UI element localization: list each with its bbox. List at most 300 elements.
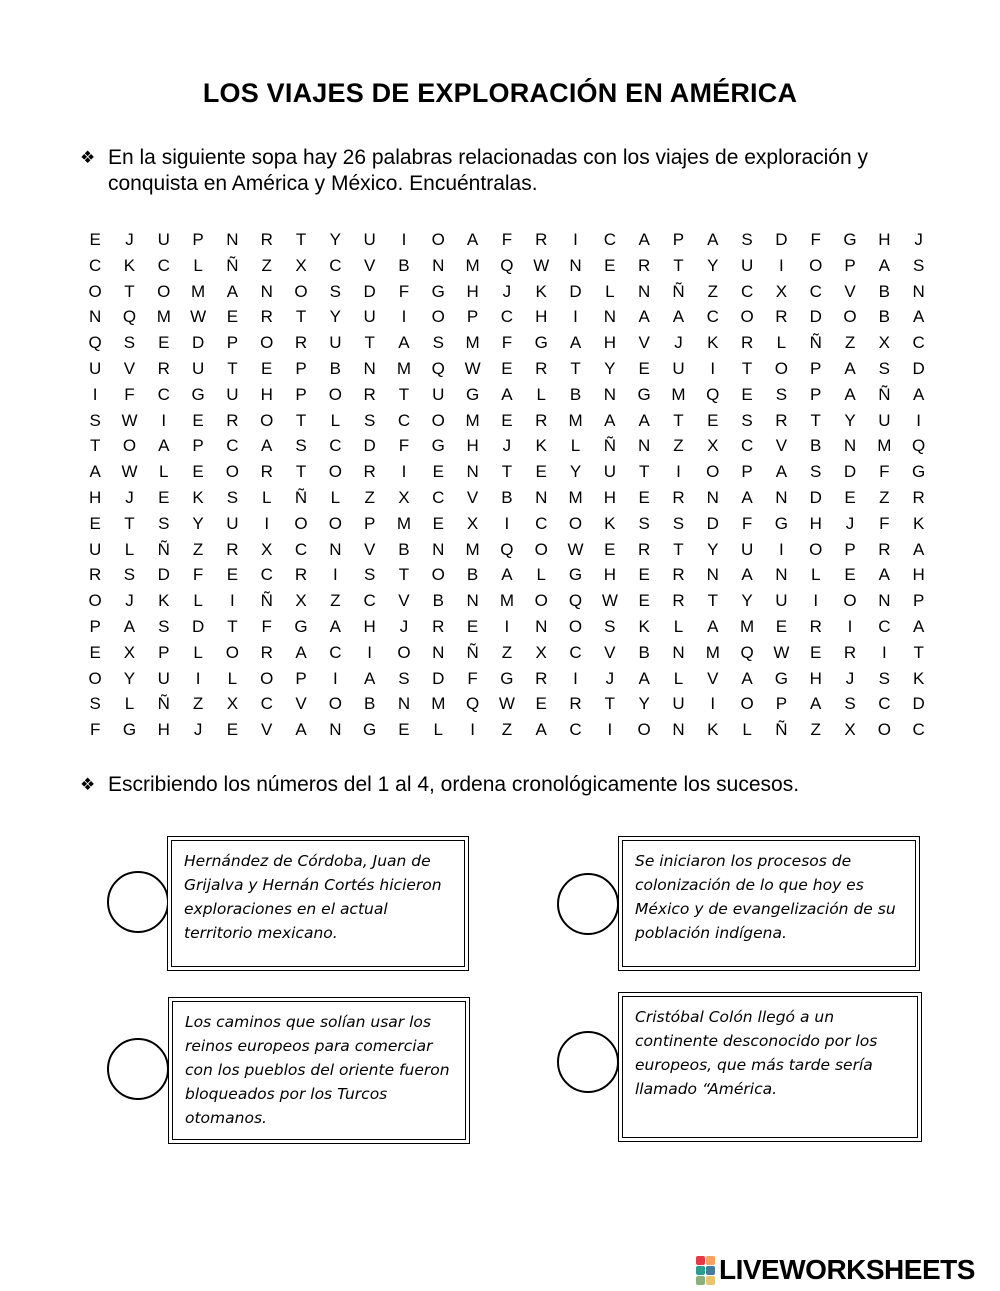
grid-letter[interactable]: K — [707, 720, 719, 740]
grid-letter[interactable]: Ñ — [226, 255, 239, 275]
grid-letter[interactable]: I — [401, 462, 407, 482]
grid-letter[interactable]: A — [741, 565, 753, 585]
grid-letter[interactable]: L — [742, 720, 752, 740]
grid-letter[interactable]: C — [569, 642, 582, 662]
grid-letter[interactable]: E — [261, 358, 273, 378]
grid-letter[interactable]: G — [191, 384, 205, 404]
grid-letter[interactable]: G — [534, 333, 548, 353]
grid-letter[interactable]: R — [260, 462, 273, 482]
grid-letter[interactable]: D — [363, 281, 376, 301]
grid-letter[interactable]: O — [843, 591, 857, 611]
grid-letter[interactable]: C — [740, 281, 754, 301]
grid-letter[interactable]: M — [431, 694, 446, 714]
grid-letter[interactable]: Z — [707, 281, 718, 301]
grid-letter[interactable]: D — [191, 616, 205, 636]
grid-letter[interactable]: D — [363, 436, 376, 456]
grid-letter[interactable]: O — [328, 384, 342, 404]
grid-letter[interactable]: Ñ — [157, 694, 170, 714]
grid-letter[interactable]: A — [363, 668, 376, 688]
grid-letter[interactable]: T — [364, 333, 375, 353]
grid-letter[interactable]: O — [431, 410, 445, 430]
grid-letter[interactable]: O — [534, 591, 548, 611]
grid-letter[interactable]: M — [396, 358, 412, 378]
grid-letter[interactable]: B — [466, 565, 479, 585]
grid-letter[interactable]: R — [912, 487, 925, 507]
grid-letter[interactable]: T — [501, 462, 513, 482]
grid-letter[interactable]: O — [774, 358, 789, 378]
grid-letter[interactable]: V — [466, 487, 479, 507]
grid-letter[interactable]: R — [569, 694, 582, 714]
grid-letter[interactable]: T — [741, 358, 753, 378]
grid-letter[interactable]: M — [191, 281, 206, 301]
grid-letter[interactable]: T — [227, 616, 238, 636]
grid-letter[interactable]: I — [573, 230, 578, 249]
grid-letter[interactable]: F — [467, 668, 478, 688]
grid-letter[interactable]: Y — [604, 358, 616, 378]
grid-letter[interactable]: V — [123, 358, 136, 378]
grid-letter[interactable]: E — [741, 384, 753, 404]
grid-letter[interactable]: N — [569, 255, 582, 275]
grid-letter[interactable]: S — [89, 410, 101, 430]
grid-letter[interactable]: V — [363, 255, 376, 275]
grid-letter[interactable]: L — [536, 384, 546, 404]
grid-letter[interactable]: R — [294, 333, 308, 353]
grid-letter[interactable]: O — [877, 720, 891, 740]
grid-letter[interactable]: R — [157, 358, 170, 378]
grid-letter[interactable]: G — [774, 513, 789, 533]
grid-letter[interactable]: P — [89, 616, 101, 636]
grid-letter[interactable]: E — [158, 487, 170, 507]
grid-letter[interactable]: O — [809, 539, 823, 559]
grid-letter[interactable]: R — [878, 539, 891, 559]
grid-letter[interactable]: Y — [123, 668, 136, 688]
grid-letter[interactable]: C — [329, 436, 342, 456]
grid-letter[interactable]: Y — [569, 462, 582, 482]
grid-letter[interactable]: Q — [706, 384, 720, 404]
grid-letter[interactable]: P — [295, 358, 307, 378]
grid-letter[interactable]: M — [465, 539, 480, 559]
grid-letter[interactable]: L — [673, 668, 684, 688]
grid-letter[interactable]: V — [775, 436, 788, 456]
grid-letter[interactable]: B — [569, 384, 582, 404]
grid-letter[interactable]: E — [89, 513, 101, 533]
grid-letter[interactable]: S — [89, 694, 101, 714]
grid-letter[interactable]: I — [847, 616, 853, 636]
grid-letter[interactable]: J — [914, 230, 923, 249]
grid-letter[interactable]: E — [535, 462, 547, 482]
grid-letter[interactable]: C — [397, 410, 411, 430]
grid-letter[interactable]: Ñ — [603, 436, 616, 456]
grid-letter[interactable]: W — [121, 462, 138, 482]
grid-letter[interactable]: H — [260, 384, 273, 404]
grid-letter[interactable]: O — [706, 462, 720, 482]
grid-letter[interactable]: T — [707, 591, 718, 611]
grid-letter[interactable]: A — [741, 668, 753, 688]
grid-letter[interactable]: U — [672, 694, 685, 714]
grid-letter[interactable]: I — [881, 642, 887, 662]
grid-letter[interactable]: I — [367, 642, 373, 662]
grid-letter[interactable]: M — [671, 384, 686, 404]
grid-letter[interactable]: U — [157, 668, 170, 688]
grid-letter[interactable]: S — [604, 616, 616, 636]
grid-letter[interactable]: C — [226, 436, 239, 456]
grid-letter[interactable]: S — [844, 694, 856, 714]
grid-letter[interactable]: I — [332, 668, 338, 688]
grid-letter[interactable]: Z — [192, 539, 204, 559]
grid-letter[interactable]: N — [603, 307, 616, 327]
grid-letter[interactable]: S — [158, 616, 170, 636]
grid-letter[interactable]: H — [363, 616, 376, 636]
grid-letter[interactable]: O — [294, 513, 308, 533]
grid-letter[interactable]: P — [844, 255, 856, 275]
grid-letter[interactable]: P — [226, 333, 239, 353]
grid-letter[interactable]: X — [295, 255, 307, 275]
grid-letter[interactable]: Z — [501, 642, 513, 662]
grid-letter[interactable]: Z — [844, 333, 856, 353]
grid-letter[interactable]: O — [122, 436, 137, 456]
grid-letter[interactable]: N — [432, 642, 445, 662]
grid-letter[interactable]: C — [706, 307, 719, 327]
grid-letter[interactable]: Q — [740, 642, 754, 662]
grid-letter[interactable]: K — [123, 255, 136, 275]
grid-letter[interactable]: O — [431, 230, 445, 249]
grid-letter[interactable]: S — [363, 565, 376, 585]
grid-letter[interactable]: F — [741, 513, 753, 533]
grid-letter[interactable]: F — [124, 384, 135, 404]
grid-letter[interactable]: G — [500, 668, 514, 688]
grid-letter[interactable]: Q — [500, 539, 514, 559]
grid-letter[interactable]: A — [638, 307, 650, 327]
grid-letter[interactable]: R — [226, 539, 239, 559]
grid-letter[interactable]: B — [638, 642, 650, 662]
grid-letter[interactable]: X — [226, 694, 239, 714]
grid-letter[interactable]: W — [464, 358, 481, 378]
grid-letter[interactable]: J — [845, 513, 855, 533]
grid-letter[interactable]: T — [124, 513, 135, 533]
grid-letter[interactable]: V — [844, 281, 856, 301]
grid-letter[interactable]: A — [158, 436, 170, 456]
grid-letter[interactable]: I — [916, 410, 922, 430]
grid-letter[interactable]: O — [260, 668, 274, 688]
grid-letter[interactable]: A — [707, 230, 719, 249]
grid-letter[interactable]: M — [877, 436, 892, 456]
grid-letter[interactable]: B — [810, 436, 822, 456]
grid-letter[interactable]: D — [912, 358, 925, 378]
grid-letter[interactable]: B — [398, 539, 410, 559]
grid-letter[interactable]: P — [295, 384, 307, 404]
grid-letter[interactable]: K — [535, 281, 547, 301]
grid-letter[interactable]: Y — [192, 513, 204, 533]
grid-letter[interactable]: C — [432, 487, 445, 507]
grid-letter[interactable]: N — [878, 591, 891, 611]
grid-letter[interactable]: P — [912, 591, 925, 611]
grid-letter[interactable]: S — [329, 281, 342, 301]
grid-letter[interactable]: Ñ — [809, 333, 822, 353]
grid-letter[interactable]: Q — [88, 333, 102, 353]
grid-letter[interactable]: Ñ — [878, 384, 891, 404]
grid-letter[interactable]: E — [226, 307, 239, 327]
grid-letter[interactable]: O — [534, 539, 548, 559]
grid-letter[interactable]: X — [123, 642, 136, 662]
grid-letter[interactable]: R — [535, 358, 548, 378]
grid-letter[interactable]: J — [502, 281, 512, 301]
grid-letter[interactable]: A — [638, 410, 650, 430]
grid-letter[interactable]: E — [432, 462, 444, 482]
grid-letter[interactable]: W — [773, 642, 790, 662]
grid-letter[interactable]: Ñ — [775, 720, 788, 740]
grid-letter[interactable]: H — [878, 230, 891, 249]
grid-letter[interactable]: A — [912, 384, 925, 404]
grid-letter[interactable]: S — [123, 565, 136, 585]
grid-letter[interactable]: G — [568, 565, 583, 585]
grid-letter[interactable]: L — [330, 410, 341, 430]
grid-letter[interactable]: F — [398, 281, 410, 301]
grid-letter[interactable]: A — [501, 565, 513, 585]
grid-letter[interactable]: I — [504, 616, 510, 636]
grid-letter[interactable]: L — [124, 539, 135, 559]
grid-letter[interactable]: X — [535, 642, 547, 662]
order-answer-circle-3[interactable] — [107, 1038, 169, 1100]
grid-letter[interactable]: S — [398, 668, 410, 688]
grid-letter[interactable]: X — [261, 539, 273, 559]
grid-letter[interactable]: P — [741, 462, 753, 482]
grid-letter[interactable]: S — [810, 462, 822, 482]
grid-letter[interactable]: C — [260, 565, 273, 585]
grid-letter[interactable]: C — [878, 616, 891, 636]
grid-letter[interactable]: L — [605, 281, 615, 301]
grid-letter[interactable]: U — [775, 591, 788, 611]
grid-letter[interactable]: Y — [329, 307, 342, 327]
grid-letter[interactable]: B — [329, 358, 342, 378]
grid-letter[interactable]: S — [672, 513, 685, 533]
grid-letter[interactable]: J — [125, 487, 134, 507]
grid-letter[interactable]: O — [294, 281, 308, 301]
grid-letter[interactable]: C — [157, 384, 170, 404]
grid-letter[interactable]: T — [673, 255, 684, 275]
grid-letter[interactable]: E — [604, 255, 616, 275]
grid-letter[interactable]: E — [192, 462, 204, 482]
grid-letter[interactable]: E — [707, 410, 719, 430]
grid-letter[interactable]: O — [225, 462, 240, 482]
grid-letter[interactable]: F — [879, 462, 890, 482]
grid-letter[interactable]: M — [740, 616, 755, 636]
grid-letter[interactable]: I — [92, 384, 98, 404]
grid-letter[interactable]: N — [363, 358, 376, 378]
grid-letter[interactable]: C — [912, 333, 925, 353]
grid-letter[interactable]: L — [193, 591, 203, 611]
grid-letter[interactable]: E — [226, 565, 239, 585]
grid-letter[interactable]: D — [191, 333, 205, 353]
grid-letter[interactable]: M — [465, 255, 480, 275]
grid-letter[interactable]: V — [707, 668, 719, 688]
grid-letter[interactable]: O — [740, 307, 754, 327]
grid-letter[interactable]: U — [191, 358, 205, 378]
grid-letter[interactable]: T — [295, 410, 307, 430]
grid-letter[interactable]: E — [192, 410, 204, 430]
grid-letter[interactable]: C — [329, 255, 342, 275]
grid-letter[interactable]: S — [295, 436, 307, 456]
grid-letter[interactable]: N — [432, 539, 445, 559]
grid-letter[interactable]: U — [603, 462, 616, 482]
grid-letter[interactable]: I — [401, 307, 407, 327]
grid-letter[interactable]: R — [775, 410, 788, 430]
grid-letter[interactable]: C — [363, 591, 376, 611]
grid-letter[interactable]: F — [879, 513, 890, 533]
grid-letter[interactable]: O — [328, 694, 342, 714]
grid-letter[interactable]: L — [193, 255, 203, 275]
grid-letter[interactable]: T — [124, 281, 135, 301]
grid-letter[interactable]: B — [398, 255, 410, 275]
grid-letter[interactable]: S — [741, 230, 753, 249]
grid-letter[interactable]: A — [226, 281, 239, 301]
grid-letter[interactable]: E — [535, 694, 547, 714]
grid-letter[interactable]: R — [363, 384, 376, 404]
grid-letter[interactable]: R — [89, 565, 102, 585]
grid-letter[interactable]: D — [157, 565, 170, 585]
grid-letter[interactable]: I — [195, 668, 201, 688]
grid-letter[interactable]: M — [156, 307, 171, 327]
grid-letter[interactable]: T — [673, 539, 684, 559]
grid-letter[interactable]: I — [230, 591, 235, 611]
grid-letter[interactable]: D — [809, 487, 822, 507]
grid-letter[interactable]: S — [775, 384, 788, 404]
grid-letter[interactable]: L — [193, 642, 203, 662]
grid-letter[interactable]: E — [775, 616, 788, 636]
grid-letter[interactable]: I — [332, 565, 338, 585]
grid-letter[interactable]: A — [912, 539, 925, 559]
grid-letter[interactable]: P — [810, 384, 822, 404]
grid-letter[interactable]: G — [843, 230, 857, 249]
grid-letter[interactable]: I — [710, 358, 716, 378]
grid-letter[interactable]: O — [328, 513, 342, 533]
order-answer-circle-2[interactable] — [557, 873, 619, 935]
grid-letter[interactable]: A — [844, 358, 856, 378]
grid-letter[interactable]: T — [604, 694, 616, 714]
grid-letter[interactable]: T — [295, 307, 307, 327]
grid-letter[interactable]: G — [465, 384, 480, 404]
grid-letter[interactable]: R — [363, 462, 376, 482]
grid-letter[interactable]: H — [603, 487, 616, 507]
grid-letter[interactable]: X — [707, 436, 719, 456]
grid-letter[interactable]: Ñ — [466, 642, 479, 662]
grid-letter[interactable]: D — [843, 462, 857, 482]
grid-letter[interactable]: I — [264, 513, 270, 533]
grid-letter[interactable]: T — [295, 230, 307, 249]
grid-letter[interactable]: M — [499, 591, 514, 611]
grid-letter[interactable]: P — [844, 539, 856, 559]
grid-letter[interactable]: R — [843, 642, 857, 662]
grid-letter[interactable]: J — [674, 333, 683, 353]
grid-letter[interactable]: N — [706, 565, 719, 585]
grid-letter[interactable]: L — [227, 668, 238, 688]
grid-letter[interactable]: A — [89, 462, 101, 482]
grid-letter[interactable]: U — [89, 358, 102, 378]
grid-letter[interactable]: L — [159, 462, 169, 482]
grid-letter[interactable]: H — [603, 565, 616, 585]
grid-letter[interactable]: S — [123, 333, 136, 353]
grid-letter[interactable]: A — [569, 333, 582, 353]
grid-letter[interactable]: R — [638, 255, 651, 275]
grid-letter[interactable]: J — [502, 436, 512, 456]
grid-letter[interactable]: S — [158, 513, 170, 533]
grid-letter[interactable]: E — [398, 720, 410, 740]
grid-letter[interactable]: D — [569, 281, 582, 301]
grid-letter[interactable]: A — [535, 720, 547, 740]
grid-letter[interactable]: O — [431, 565, 445, 585]
grid-letter[interactable]: O — [740, 694, 754, 714]
grid-letter[interactable]: E — [844, 565, 856, 585]
grid-letter[interactable]: O — [260, 410, 274, 430]
grid-letter[interactable]: Z — [673, 436, 684, 456]
grid-letter[interactable]: O — [397, 642, 411, 662]
grid-letter[interactable]: K — [638, 616, 650, 636]
grid-letter[interactable]: N — [638, 436, 651, 456]
grid-letter[interactable]: J — [125, 591, 134, 611]
grid-letter[interactable]: Ñ — [672, 281, 685, 301]
grid-letter[interactable]: C — [294, 539, 308, 559]
grid-letter[interactable]: E — [501, 358, 513, 378]
order-answer-circle-1[interactable] — [107, 871, 169, 933]
grid-letter[interactable]: N — [672, 720, 685, 740]
grid-letter[interactable]: J — [605, 668, 615, 688]
grid-letter[interactable]: Ñ — [157, 539, 170, 559]
grid-letter[interactable]: P — [158, 642, 170, 662]
grid-letter[interactable]: E — [158, 333, 170, 353]
grid-letter[interactable]: A — [672, 307, 685, 327]
grid-letter[interactable]: R — [432, 616, 445, 636]
grid-letter[interactable]: O — [809, 255, 823, 275]
grid-letter[interactable]: E — [466, 616, 479, 636]
grid-letter[interactable]: C — [329, 642, 342, 662]
grid-letter[interactable]: O — [88, 668, 102, 688]
grid-letter[interactable]: X — [775, 281, 788, 301]
grid-letter[interactable]: Y — [329, 230, 342, 249]
grid-letter[interactable]: W — [533, 255, 550, 275]
grid-letter[interactable]: H — [809, 668, 822, 688]
grid-letter[interactable]: U — [329, 333, 342, 353]
grid-letter[interactable]: L — [673, 616, 684, 636]
grid-letter[interactable]: A — [912, 616, 925, 636]
grid-letter[interactable]: A — [604, 410, 616, 430]
grid-letter[interactable]: R — [535, 668, 548, 688]
grid-letter[interactable]: Y — [741, 591, 753, 611]
grid-letter[interactable]: T — [570, 358, 581, 378]
grid-letter[interactable]: P — [466, 307, 479, 327]
grid-letter[interactable]: Y — [844, 410, 856, 430]
grid-letter[interactable]: D — [809, 307, 822, 327]
grid-letter[interactable]: B — [432, 591, 444, 611]
grid-letter[interactable]: W — [601, 591, 618, 611]
grid-letter[interactable]: R — [775, 307, 788, 327]
grid-letter[interactable]: A — [329, 616, 342, 636]
grid-letter[interactable]: A — [261, 436, 273, 456]
grid-letter[interactable]: I — [504, 513, 510, 533]
grid-letter[interactable]: A — [878, 255, 891, 275]
grid-letter[interactable]: H — [157, 720, 170, 740]
grid-letter[interactable]: R — [672, 565, 685, 585]
grid-letter[interactable]: N — [843, 436, 857, 456]
grid-letter[interactable]: I — [779, 539, 784, 559]
grid-letter[interactable]: T — [295, 462, 307, 482]
grid-letter[interactable]: B — [878, 281, 891, 301]
grid-letter[interactable]: I — [401, 230, 407, 249]
grid-letter[interactable]: J — [193, 720, 203, 740]
grid-letter[interactable]: P — [363, 513, 376, 533]
grid-letter[interactable]: L — [261, 487, 272, 507]
grid-letter[interactable]: N — [260, 281, 273, 301]
grid-letter[interactable]: K — [192, 487, 204, 507]
grid-letter[interactable]: A — [844, 384, 856, 404]
